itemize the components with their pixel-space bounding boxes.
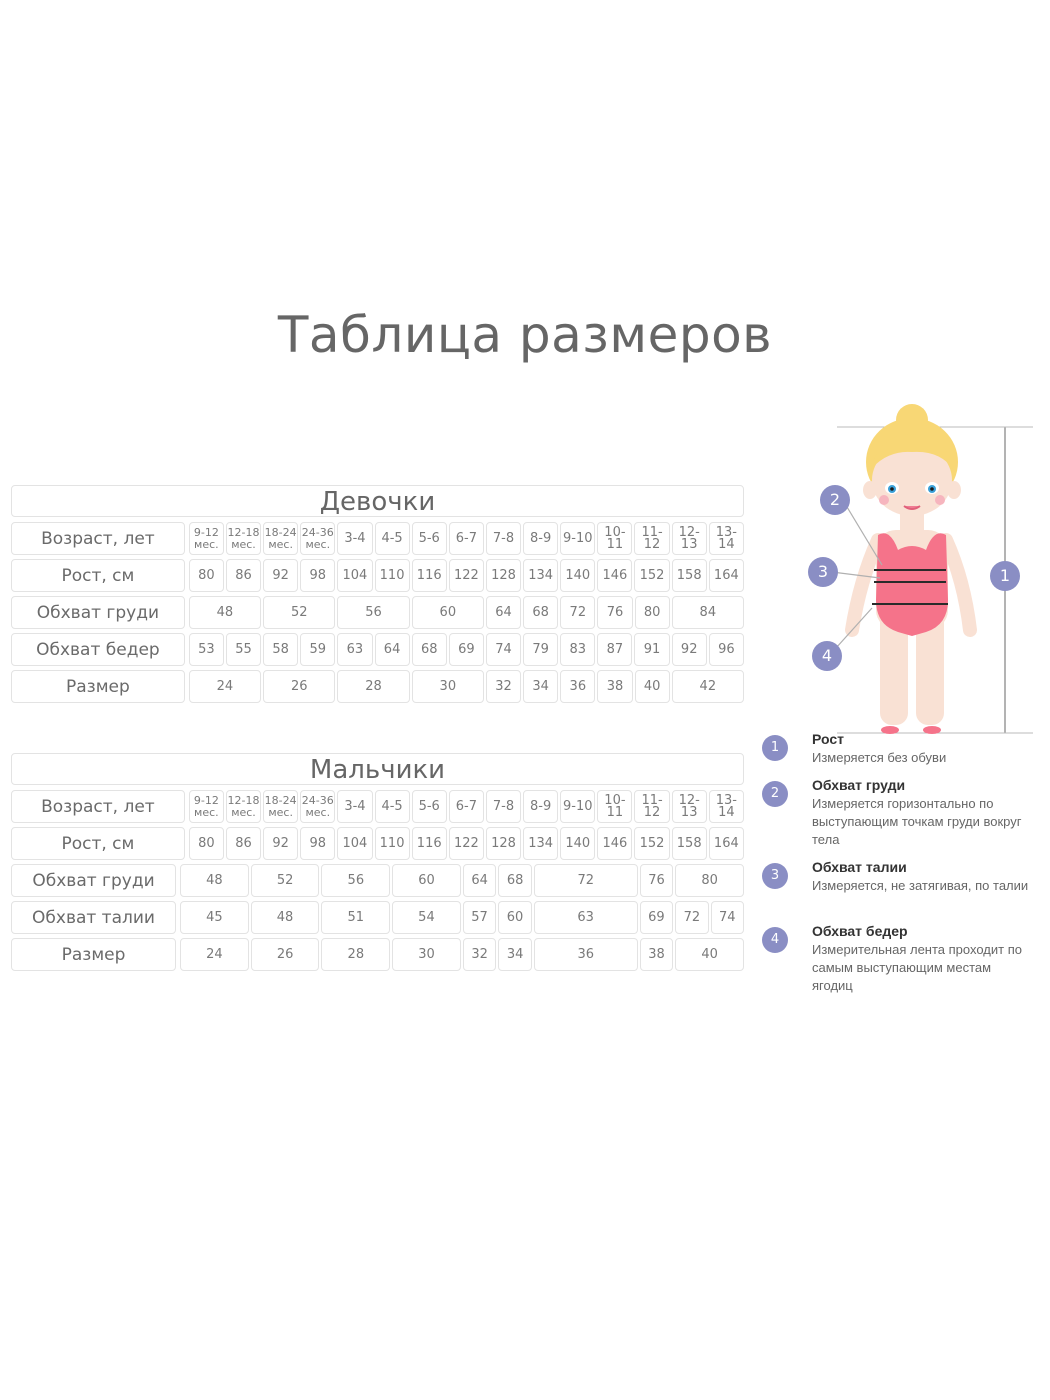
age-cell	[597, 790, 632, 823]
chest-cell: 52	[263, 596, 335, 629]
waist-cell: 60	[498, 901, 531, 934]
size-cell: 40	[635, 670, 670, 703]
age-cell	[560, 522, 595, 555]
hips-cell: 79	[523, 633, 558, 666]
waist-cell: 69	[640, 901, 673, 934]
age-range: 4-5	[381, 530, 403, 546]
legend-number: 4	[762, 927, 788, 953]
size-cell: 38	[597, 670, 632, 703]
legend-description: Измеряется, не затягивая, по талии	[812, 878, 1029, 893]
age-range: 18-24	[264, 525, 297, 539]
size-cell: 26	[263, 670, 335, 703]
height-cell: 140	[560, 559, 595, 592]
height-cell: 104	[337, 559, 372, 592]
hips-cell: 74	[486, 633, 521, 666]
boys-size-table	[11, 753, 744, 975]
chest-cell: 52	[251, 864, 320, 897]
age-range: 4-5	[381, 798, 403, 814]
age-range: 8-9	[530, 798, 552, 814]
height-cell: 122	[449, 559, 484, 592]
legend-description: Измерительная лента проходит по самым выступающим местам ягодиц	[812, 942, 1022, 993]
age-cell	[560, 790, 595, 823]
chest-cell: 60	[392, 864, 461, 897]
chest-cell: 56	[337, 596, 409, 629]
hips-cell: 59	[300, 633, 335, 666]
marker-4-hips: 4	[812, 641, 842, 671]
age-range: 24-36	[301, 525, 334, 539]
height-cell: 116	[412, 827, 447, 860]
age-cell	[263, 522, 298, 555]
table-row-age	[11, 522, 744, 555]
age-range: 8-9	[530, 530, 552, 546]
age-range: 7-8	[492, 530, 515, 546]
height-cell: 122	[449, 827, 484, 860]
size-cell: 34	[498, 938, 531, 971]
table-row-height	[11, 559, 744, 592]
age-cell	[337, 522, 372, 555]
height-cell: 80	[189, 559, 224, 592]
height-cell: 134	[523, 559, 558, 592]
chest-cell: 80	[635, 596, 670, 629]
chest-cell: 48	[180, 864, 249, 897]
legend-number: 3	[762, 863, 788, 889]
age-cell	[226, 522, 261, 555]
waist-cell: 54	[392, 901, 461, 934]
age-range: 12-13	[678, 524, 700, 552]
row-label: Рост, см	[11, 559, 185, 592]
size-cell: 28	[321, 938, 390, 971]
age-range: 11-12	[641, 792, 663, 820]
age-cell	[634, 522, 669, 555]
height-cell: 164	[709, 827, 744, 860]
legend-description: Измеряется без обуви	[812, 750, 947, 765]
size-cell: 26	[251, 938, 320, 971]
size-cell: 30	[392, 938, 461, 971]
legend-title: Обхват груди	[812, 777, 906, 793]
age-range: 5-6	[418, 798, 440, 814]
age-unit: мес.	[194, 537, 219, 551]
marker-3-waist: 3	[808, 557, 838, 587]
waist-cell: 51	[321, 901, 390, 934]
legend-number: 1	[762, 735, 788, 761]
age-unit: мес.	[231, 537, 256, 551]
chest-cell: 84	[672, 596, 744, 629]
age-cell	[449, 790, 484, 823]
chest-cell: 60	[412, 596, 484, 629]
height-cell: 158	[672, 559, 707, 592]
hips-cell: 58	[263, 633, 298, 666]
age-cell	[412, 522, 447, 555]
age-range: 18-24	[264, 793, 297, 807]
age-cell	[709, 522, 744, 555]
age-range: 6-7	[455, 530, 477, 546]
marker-1-height: 1	[990, 561, 1020, 591]
chest-cell: 56	[321, 864, 390, 897]
height-cell: 98	[300, 559, 335, 592]
table-row-chest	[11, 596, 744, 629]
table-row-size	[11, 670, 744, 703]
boys-section-title: Мальчики	[11, 753, 744, 785]
size-cell: 38	[640, 938, 673, 971]
age-range: 6-7	[455, 798, 477, 814]
age-cell	[375, 522, 410, 555]
age-cell	[672, 790, 707, 823]
age-range: 24-36	[301, 793, 334, 807]
age-range: 10-11	[604, 792, 626, 820]
age-cell	[263, 790, 298, 823]
legend-title: Обхват талии	[812, 859, 907, 875]
age-range: 12-13	[678, 792, 700, 820]
height-cell: 152	[634, 827, 669, 860]
height-cell: 110	[375, 827, 410, 860]
height-cell: 152	[634, 559, 669, 592]
height-cell: 116	[412, 559, 447, 592]
age-unit: мес.	[231, 805, 256, 819]
height-cell: 128	[486, 827, 521, 860]
legend-number: 2	[762, 781, 788, 807]
height-cell: 98	[300, 827, 335, 860]
chest-cell: 48	[189, 596, 261, 629]
chest-cell: 64	[463, 864, 496, 897]
hips-cell: 68	[412, 633, 447, 666]
chest-cell: 68	[498, 864, 531, 897]
age-cell	[412, 790, 447, 823]
girls-size-table	[11, 485, 744, 707]
age-cell	[449, 522, 484, 555]
hips-cell: 55	[226, 633, 261, 666]
row-label: Размер	[11, 670, 185, 703]
age-cell	[226, 790, 261, 823]
size-cell: 32	[486, 670, 521, 703]
size-cell: 34	[523, 670, 558, 703]
height-cell: 158	[672, 827, 707, 860]
waist-cell: 72	[675, 901, 708, 934]
size-cell: 24	[189, 670, 261, 703]
waist-cell: 57	[463, 901, 496, 934]
table-row-age	[11, 790, 744, 823]
height-cell: 92	[263, 559, 298, 592]
chest-cell: 80	[675, 864, 744, 897]
size-cell: 42	[672, 670, 744, 703]
waist-cell: 45	[180, 901, 249, 934]
hips-cell: 83	[560, 633, 595, 666]
height-cell: 80	[189, 827, 224, 860]
height-cell: 164	[709, 559, 744, 592]
age-range: 7-8	[492, 798, 515, 814]
height-cell: 146	[597, 827, 632, 860]
size-cell: 36	[560, 670, 595, 703]
age-range: 13-14	[715, 524, 737, 552]
row-label: Рост, см	[11, 827, 185, 860]
hips-cell: 64	[375, 633, 410, 666]
age-cell	[300, 522, 335, 555]
age-unit: мес.	[194, 805, 219, 819]
height-cell: 128	[486, 559, 521, 592]
age-cell	[672, 522, 707, 555]
legend-description: Измеряется горизонтально по выступающим точкам груди вокруг тела	[812, 796, 1022, 847]
page-title: Таблица размеров	[277, 306, 773, 364]
age-range: 5-6	[418, 530, 440, 546]
hips-cell: 87	[597, 633, 632, 666]
table-row-size	[11, 938, 744, 971]
hips-cell: 69	[449, 633, 484, 666]
size-cell: 32	[463, 938, 496, 971]
table-row-chest	[11, 864, 744, 897]
height-cell: 92	[263, 827, 298, 860]
age-range: 9-12	[193, 525, 219, 539]
age-range: 12-18	[227, 793, 260, 807]
age-range: 9-10	[563, 798, 593, 814]
waist-cell: 63	[534, 901, 638, 934]
age-unit: мес.	[305, 537, 331, 551]
height-cell: 110	[375, 559, 410, 592]
waist-cell: 74	[711, 901, 744, 934]
age-cell	[486, 790, 521, 823]
row-label: Обхват талии	[11, 901, 176, 934]
marker-2-chest: 2	[820, 485, 850, 515]
age-cell	[597, 522, 632, 555]
age-range: 13-14	[715, 792, 737, 820]
row-label: Обхват бедер	[11, 633, 185, 666]
chest-cell: 72	[534, 864, 638, 897]
age-cell	[300, 790, 335, 823]
size-cell: 28	[337, 670, 409, 703]
chest-cell: 72	[560, 596, 595, 629]
row-label: Размер	[11, 938, 176, 971]
height-cell: 104	[337, 827, 372, 860]
chest-cell: 76	[640, 864, 673, 897]
age-cell	[337, 790, 372, 823]
table-row-hips	[11, 633, 744, 666]
height-cell: 86	[226, 559, 261, 592]
height-cell: 86	[226, 827, 261, 860]
age-unit: мес.	[305, 805, 331, 819]
legend-title: Рост	[812, 731, 844, 747]
age-cell	[486, 522, 521, 555]
chest-cell: 64	[486, 596, 521, 629]
age-range: 9-10	[563, 530, 593, 546]
height-cell: 140	[560, 827, 595, 860]
height-cell: 146	[597, 559, 632, 592]
chest-cell: 68	[523, 596, 558, 629]
row-label: Возраст, лет	[11, 790, 185, 823]
age-range: 3-4	[344, 798, 366, 814]
hips-cell: 63	[337, 633, 372, 666]
hips-cell: 53	[189, 633, 224, 666]
age-cell	[523, 522, 558, 555]
height-cell: 134	[523, 827, 558, 860]
age-cell	[189, 790, 224, 823]
age-cell	[375, 790, 410, 823]
size-cell: 24	[180, 938, 249, 971]
hips-cell: 91	[634, 633, 669, 666]
row-label: Обхват груди	[11, 596, 185, 629]
size-cell: 40	[675, 938, 744, 971]
legend-title: Обхват бедер	[812, 923, 908, 939]
chest-cell: 76	[597, 596, 632, 629]
age-range: 10-11	[604, 524, 626, 552]
age-range: 12-18	[227, 525, 260, 539]
row-label: Обхват груди	[11, 864, 176, 897]
size-cell: 30	[412, 670, 484, 703]
age-cell	[634, 790, 669, 823]
waist-cell: 48	[251, 901, 320, 934]
age-range: 11-12	[641, 524, 663, 552]
hips-cell: 92	[672, 633, 707, 666]
girls-section-title: Девочки	[11, 485, 744, 517]
row-label: Возраст, лет	[11, 522, 185, 555]
age-range: 9-12	[193, 793, 219, 807]
table-row-height	[11, 827, 744, 860]
table-row-waist	[11, 901, 744, 934]
hips-cell: 96	[709, 633, 744, 666]
age-cell	[709, 790, 744, 823]
age-cell	[189, 522, 224, 555]
size-cell: 36	[534, 938, 638, 971]
age-cell	[523, 790, 558, 823]
age-unit: мес.	[268, 805, 293, 819]
age-unit: мес.	[268, 537, 293, 551]
age-range: 3-4	[344, 530, 366, 546]
